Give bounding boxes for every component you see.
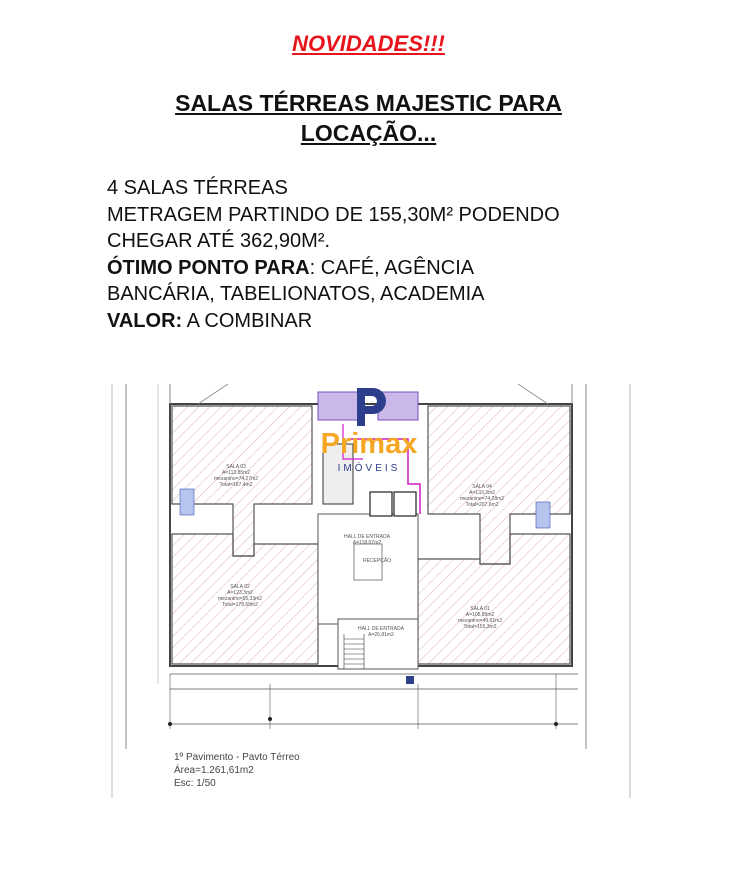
logo-sub: IMÓVEIS (337, 463, 401, 474)
ponto-label: ÓTIMO PONTO PARA (107, 256, 310, 279)
primax-logo (313, 384, 425, 484)
detail-rooms: 4 SALAS TÉRREAS (107, 177, 288, 199)
room-label-sala-01: SALA 01 A=105,89m2 mezanino=49,61m2 Total=155,3m2 (458, 606, 503, 630)
logo-mark-icon (313, 384, 425, 434)
caption-line-1: 1º Pavimento - Pavto Térreo (174, 752, 300, 763)
caption-line-2: Área=1.261,61m2 (174, 765, 254, 776)
floor-plan (108, 384, 632, 798)
details-block (107, 175, 667, 334)
room-label-sala-02: SALA 02 A=123,3m2 mezanino=55,33m2 Total=178,69m2 (218, 584, 263, 608)
room-label-recepcao: RECEPÇÃO (363, 558, 392, 564)
valor-value: A COMBINAR (182, 309, 313, 332)
detail-size: METRAGEM PARTINDO DE 155,30M² PODENDO (107, 203, 560, 226)
detail-valor (107, 308, 667, 335)
caption-line-3: Esc: 1/50 (174, 778, 216, 789)
headline: NOVIDADES!!! (292, 31, 445, 56)
title-line-2: LOCAÇÃO... (300, 120, 437, 146)
logo-word: Primax (320, 428, 418, 460)
detail-size-max: CHEGAR ATÉ 362,90M². (107, 230, 331, 252)
ponto-value-a: : CAFÉ, AGÊNCIA (309, 256, 475, 279)
page-title (0, 88, 737, 148)
room-label-hall-1: HALL DE ENTRADA A=118,07m2 (344, 534, 390, 546)
plan-caption (174, 751, 300, 790)
valor-label: VALOR: (107, 309, 183, 332)
detail-ponto (107, 255, 667, 282)
ponto-value-b: BANCÁRIA, TABELIONATOS, ACADEMIA (107, 283, 485, 305)
room-label-sala-03: SALA 03 A=113,85m2 mezanino=74,27m2 Total=187,4m2 (214, 464, 259, 488)
title-line-1: SALAS TÉRREAS MAJESTIC PARA (175, 90, 562, 116)
room-label-sala-04: SALA 04 A=133,3m2 mezanino=74,28m2 Total=207,6m2 (460, 484, 505, 508)
room-label-hall-2: HALL DE ENTRADA A=26,81m2 (358, 626, 404, 638)
